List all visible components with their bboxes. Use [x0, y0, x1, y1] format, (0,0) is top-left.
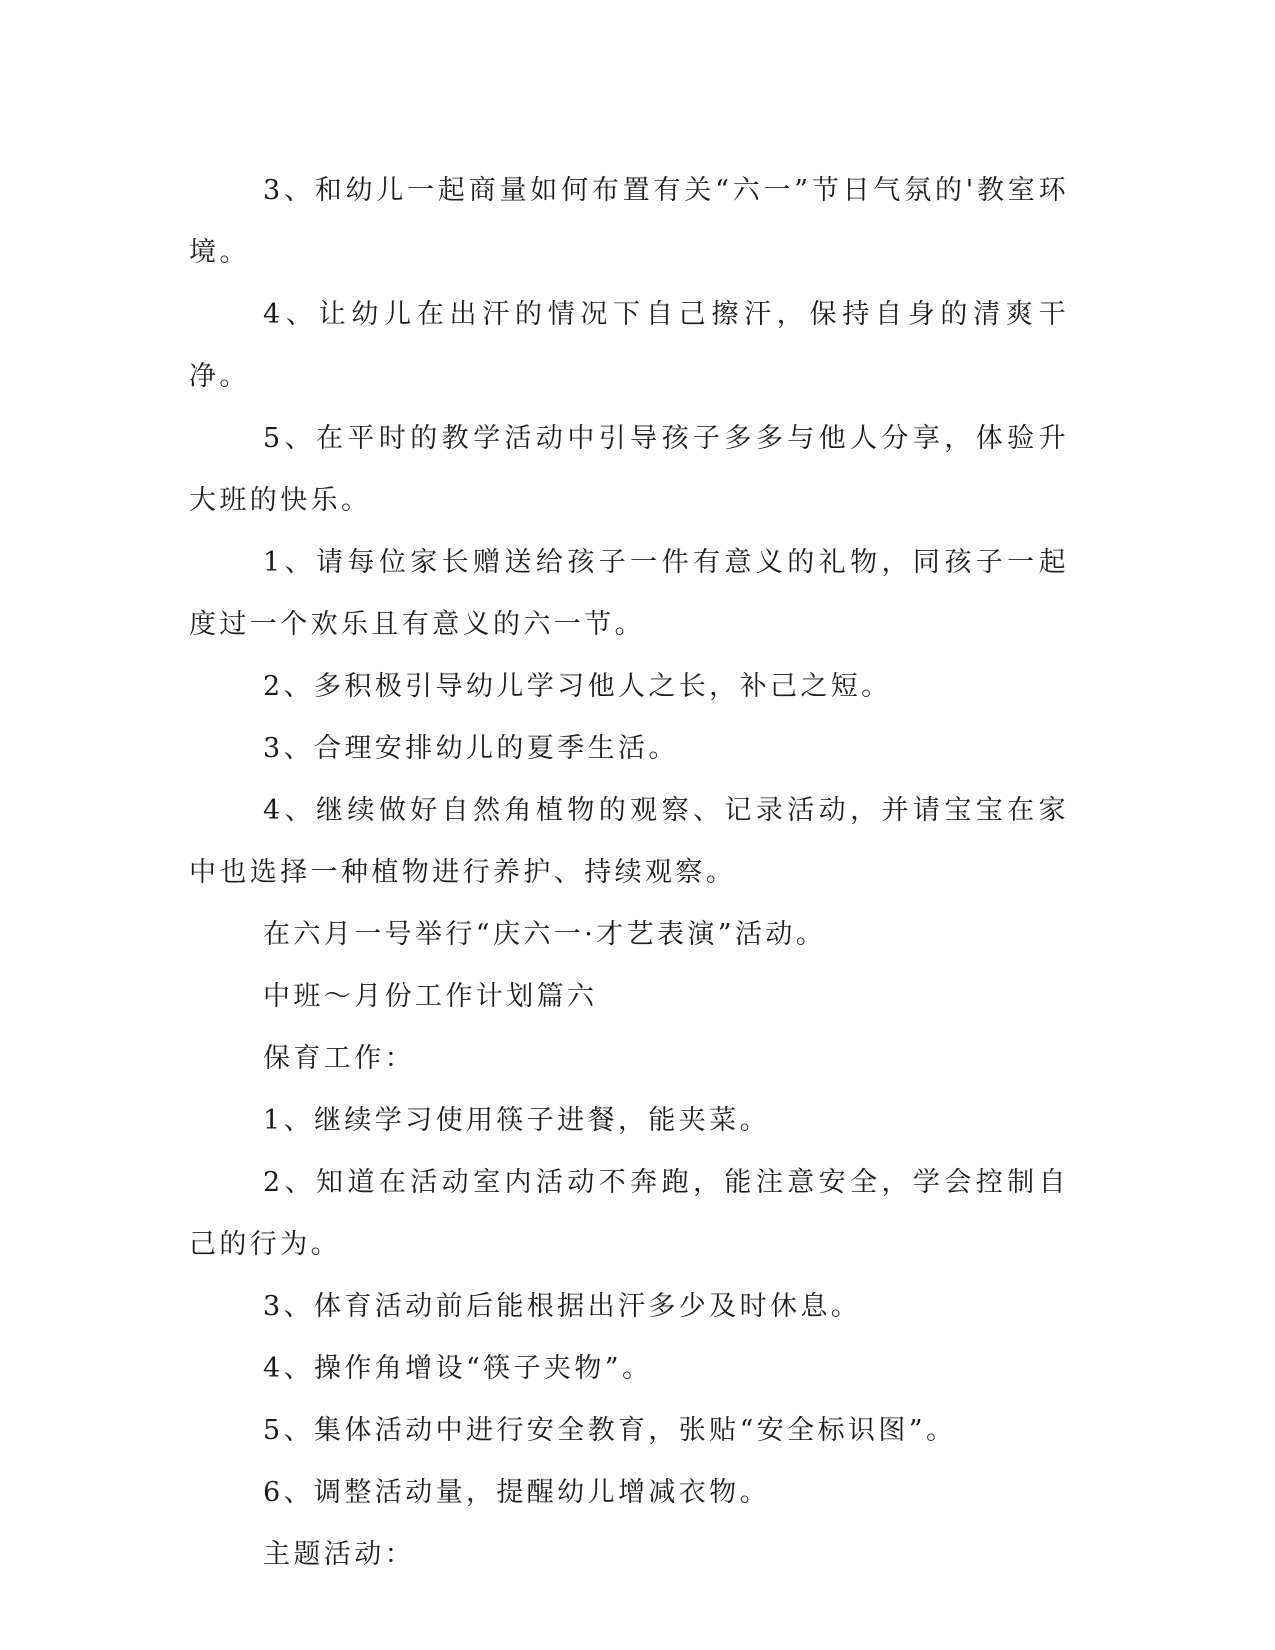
paragraph: 3、体育活动前后能根据出汗多少及时休息。 [263, 1291, 862, 1322]
paragraph: 4、继续做好自然角植物的观察、记录活动，并请宝宝在家中也选择一种植物进行养护、持续观察。 [189, 795, 1069, 888]
paragraph: 5、集体活动中进行安全教育，张贴“安全标识图”。 [263, 1415, 957, 1446]
paragraph: 5、在平时的教学活动中引导孩子多多与他人分享，体验升大班的快乐。 [189, 423, 1069, 516]
paragraph: 4、操作角增设“筷子夹物”。 [263, 1353, 653, 1384]
paragraph: 在六月一号举行“庆六一·才艺表演”活动。 [263, 919, 827, 950]
paragraph: 1、继续学习使用筷子进餐，能夹菜。 [263, 1105, 770, 1136]
section-heading: 中班～月份工作计划篇六 [263, 981, 598, 1012]
paragraph: 6、调整活动量，提醒幼儿增减衣物。 [263, 1477, 770, 1508]
document-body [189, 160, 1069, 1586]
paragraph: 2、知道在活动室内活动不奔跑，能注意安全，学会控制自己的行为。 [189, 1167, 1069, 1260]
paragraph: 3、合理安排幼儿的夏季生活。 [263, 733, 679, 764]
subsection-heading: 保育工作： [263, 1043, 415, 1074]
paragraph: 4、让幼儿在出汗的情况下自己擦汗，保持自身的清爽干净。 [189, 299, 1069, 392]
paragraph: 3、和幼儿一起商量如何布置有关“六一”节日气氛的'教室环境。 [189, 175, 1069, 268]
paragraph: 1、请每位家长赠送给孩子一件有意义的礼物，同孩子一起度过一个欢乐且有意义的六一节。 [189, 547, 1069, 640]
paragraph: 2、多积极引导幼儿学习他人之长，补己之短。 [263, 671, 892, 702]
subsection-heading: 主题活动： [263, 1539, 415, 1570]
